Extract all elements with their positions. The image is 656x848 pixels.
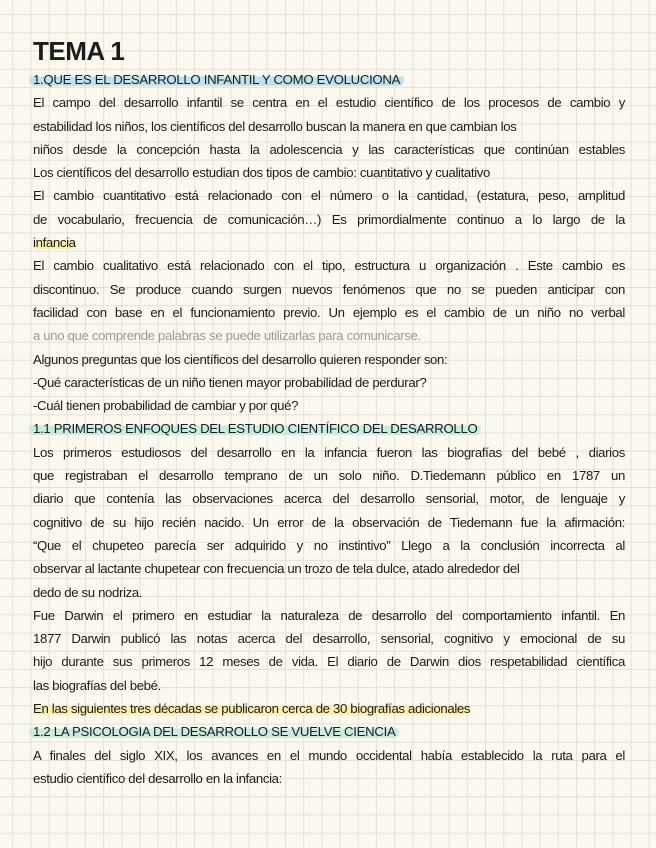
text-line: infancia bbox=[33, 235, 76, 251]
text-line: de vocabulario, frecuencia de comunicación…) Es primordialmente continuo a lo largo de la bbox=[33, 211, 625, 227]
text-line: dedo de su nodriza. bbox=[33, 584, 143, 600]
text-line: A finales del siglo XIX, los avances en el mundo occidental había establecido la ruta para el bbox=[33, 747, 625, 763]
text-line: El campo del desarrollo infantil se centra en el estudio científico de los procesos de cambio y bbox=[33, 95, 625, 111]
page-title: TEMA 1 bbox=[33, 36, 125, 66]
text-line: -Qué características de un niño tienen mayor probabilidad de perdurar? bbox=[33, 374, 427, 390]
text-line: Los primeros estudiosos del desarrollo en la infancia fueron las biografías del bebé , diarios bbox=[33, 444, 625, 460]
text-line: niños desde la concepción hasta la adolescencia y las características que continúan estables bbox=[33, 141, 625, 157]
text-line: cognitivo de su hijo recién nacido. Un error de la observación de Tiedemann fue la afirmación: bbox=[33, 514, 625, 530]
text-line: estudio científico del desarrollo en la infancia: bbox=[33, 770, 282, 786]
notes-body bbox=[33, 68, 625, 790]
text-line: estabilidad los niños, los científicos del desarrollo buscan la manera en que cambian los bbox=[33, 118, 517, 134]
text-line: que registraban el desarrollo temprano de un solo niño. D.Tiedemann público en 1787 un bbox=[33, 468, 625, 484]
text-line: Algunos preguntas que los científicos del desarrollo quieren responder son: bbox=[33, 351, 448, 367]
text-line: observar al lactante chupetear con frecuencia un trozo de tela dulce, atado alrededor del bbox=[33, 561, 520, 577]
text-line: En las siguientes tres décadas se publicaron cerca de 30 biografías adicionales bbox=[33, 701, 471, 717]
section-heading: 1.2 LA PSICOLOGIA DEL DESARROLLO SE VUELVE CIENCIA bbox=[33, 720, 625, 743]
text-line: Fue Darwin el primero en estudiar la naturaleza de desarrollo del comportamiento infantil. En bbox=[33, 607, 625, 623]
text-line: diario que contenía las observaciones acerca del desarrollo sensorial, motor, de lenguaje y bbox=[33, 491, 625, 507]
text-line: facilidad con base en el funcionamiento previo. Un ejemplo es el cambio de un niño no verbal bbox=[33, 304, 625, 320]
section-heading: 1.QUE ES EL DESARROLLO INFANTIL Y COMO EVOLUCIONA bbox=[33, 68, 625, 91]
example-text-line: a uno que comprende palabras se puede utilizarlas para comunicarse. bbox=[33, 328, 421, 344]
text-line: discontinuo. Se produce cuando surgen nuevos fenómenos que no se pueden anticipar con bbox=[33, 281, 625, 297]
text-line: hijo durante sus primeros 12 meses de vida. El diario de Darwin dios respetabilidad científica bbox=[33, 654, 625, 670]
text-line: las biografías del bebé. bbox=[33, 677, 161, 693]
text-line: 1877 Darwin publicó las notas acerca del desarrollo, sensorial, cognitivo y emocional de su bbox=[33, 631, 625, 647]
text-line: -Cuál tienen probabilidad de cambiar y por qué? bbox=[33, 398, 299, 414]
text-line: “Que el chupeteo parecía ser adquirido y no instintivo” Llego a la conclusión incorrecta al bbox=[33, 537, 625, 553]
text-line: El cambio cualitativo está relacionado con el tipo, estructura u organización . Este cambio es bbox=[33, 258, 625, 274]
section-heading: 1.1 PRIMEROS ENFOQUES DEL ESTUDIO CIENTÍFICO DEL DESARROLLO bbox=[33, 417, 625, 440]
text-line: Los científicos del desarrollo estudian dos tipos de cambio: cuantitativo y cualitativo bbox=[33, 165, 491, 181]
text-line: El cambio cuantitativo está relacionado con el número o la cantidad, (estatura, peso, amplitud bbox=[33, 188, 625, 204]
